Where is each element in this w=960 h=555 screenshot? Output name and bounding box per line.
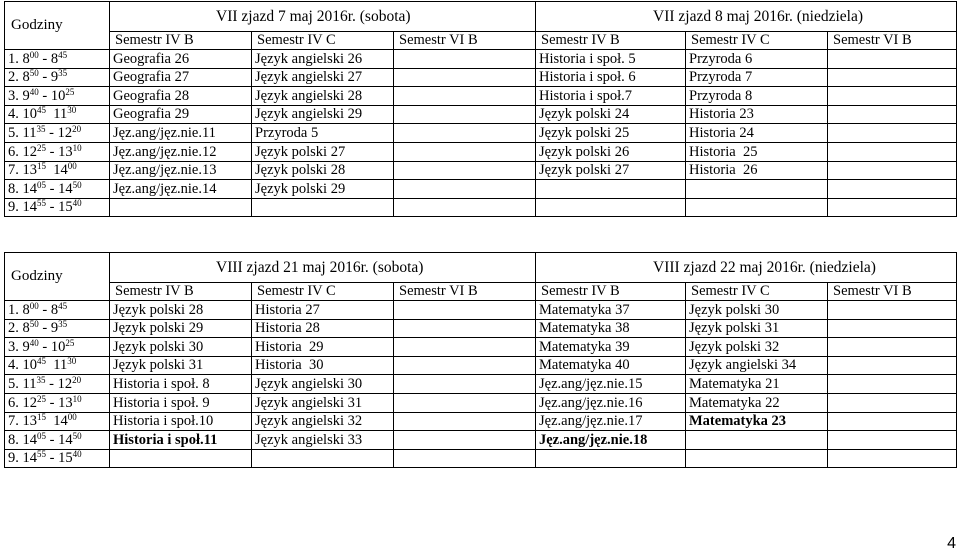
class-cell: Język polski 27	[252, 142, 394, 161]
class-cell	[536, 198, 686, 217]
class-cell	[828, 87, 957, 106]
end-hour: 9	[50, 69, 59, 86]
class-cell: Jęz.ang/jęz.nie.17	[536, 412, 686, 431]
class-cell	[394, 68, 536, 87]
table-row	[5, 449, 957, 468]
start-hour: 12	[22, 394, 37, 411]
start-minutes: 50	[29, 68, 39, 79]
class-cell: Matematyka 23	[686, 412, 828, 431]
class-cell: Język polski 31	[110, 356, 252, 375]
time-cell	[5, 449, 110, 468]
class-cell: Język angielski 34	[686, 356, 828, 375]
semester-header: Semestr IV C	[252, 32, 394, 50]
class-cell: Matematyka 22	[686, 393, 828, 412]
semester-header: Semestr VI B	[828, 283, 957, 301]
end-minutes: 20	[72, 374, 82, 385]
class-cell	[394, 319, 536, 338]
class-cell: Język angielski 28	[252, 87, 394, 106]
class-cell: Język polski 28	[252, 161, 394, 180]
start-hour: 11	[22, 124, 37, 141]
end-minutes: 45	[58, 49, 68, 60]
end-minutes: 35	[58, 319, 68, 330]
end-hour: 10	[50, 338, 66, 355]
row-number: 8.	[8, 180, 19, 197]
class-cell	[686, 198, 828, 217]
start-hour: 14	[22, 450, 37, 467]
class-cell: Przyroda 7	[686, 68, 828, 87]
class-cell: Język polski 30	[686, 301, 828, 320]
table-row	[5, 375, 957, 394]
semester-header: Semestr VI B	[394, 283, 536, 301]
end-hour: 14	[58, 180, 73, 197]
end-hour: 12	[57, 124, 73, 141]
class-cell: Matematyka 39	[536, 338, 686, 357]
class-cell	[828, 68, 957, 87]
semester-header: Semestr IV C	[686, 32, 828, 50]
class-cell	[394, 105, 536, 124]
class-cell: Historia 24	[686, 124, 828, 143]
end-minutes: 50	[72, 430, 82, 441]
end-hour: 15	[58, 450, 73, 467]
table-row	[5, 338, 957, 357]
time-separator: -	[46, 180, 59, 197]
class-cell	[536, 180, 686, 199]
end-hour: 9	[50, 320, 59, 337]
class-cell	[394, 431, 536, 450]
class-cell	[394, 87, 536, 106]
class-cell	[828, 356, 957, 375]
end-hour: 13	[58, 143, 73, 160]
row-number: 7.	[8, 413, 19, 430]
time-separator: -	[46, 394, 59, 411]
class-cell	[686, 431, 828, 450]
end-hour: 12	[57, 375, 73, 392]
class-cell	[394, 161, 536, 180]
class-cell	[686, 180, 828, 199]
row-number: 6.	[8, 394, 19, 411]
time-cell	[5, 431, 110, 450]
class-cell	[110, 449, 252, 468]
class-cell	[394, 356, 536, 375]
class-cell	[828, 142, 957, 161]
start-hour: 9	[22, 87, 30, 104]
semester-header: Semestr IV B	[536, 283, 686, 301]
class-cell	[536, 449, 686, 468]
class-cell: Język polski 30	[110, 338, 252, 357]
class-cell: Geografia 26	[110, 50, 252, 69]
table-row	[5, 180, 957, 199]
day2-header: VIII zjazd 22 maj 2016r. (niedziela)	[536, 253, 957, 283]
time-separator: -	[38, 50, 51, 67]
start-minutes: 25	[37, 142, 46, 153]
end-minutes: 00	[67, 161, 77, 172]
class-cell	[828, 124, 957, 143]
start-hour: 12	[22, 143, 37, 160]
class-cell	[828, 375, 957, 394]
start-hour: 13	[22, 162, 37, 179]
start-minutes: 05	[37, 179, 46, 190]
class-cell	[252, 198, 394, 217]
class-cell: Historia 27	[252, 301, 394, 320]
start-minutes: 35	[36, 123, 46, 134]
class-cell	[394, 338, 536, 357]
class-cell	[828, 449, 957, 468]
class-cell: Historia i społ.10	[110, 412, 252, 431]
row-number: 5.	[8, 124, 19, 141]
end-minutes: 35	[58, 68, 68, 79]
start-minutes: 50	[29, 319, 39, 330]
class-cell	[828, 319, 957, 338]
end-hour: 10	[50, 87, 66, 104]
class-cell	[828, 105, 957, 124]
header-semesters-row	[5, 32, 957, 50]
time-separator: -	[45, 375, 58, 392]
start-hour: 14	[22, 431, 37, 448]
row-number: 2.	[8, 69, 19, 86]
time-separator: -	[38, 87, 51, 104]
time-separator: -	[45, 124, 58, 141]
table-row	[5, 431, 957, 450]
time-cell	[5, 356, 110, 375]
start-minutes: 40	[29, 86, 39, 97]
start-minutes: 00	[29, 49, 39, 60]
class-cell	[828, 338, 957, 357]
class-cell: Historia i społ. 5	[536, 50, 686, 69]
header-days-row	[5, 253, 957, 283]
time-cell	[5, 161, 110, 180]
class-cell: Historia i społ. 8	[110, 375, 252, 394]
class-cell: Jęz.ang/jęz.nie.15	[536, 375, 686, 394]
table-row	[5, 68, 957, 87]
start-hour: 8	[22, 69, 30, 86]
row-number: 4.	[8, 357, 19, 374]
table-row	[5, 356, 957, 375]
semester-header: Semestr IV B	[536, 32, 686, 50]
day2-header: VII zjazd 8 maj 2016r. (niedziela)	[536, 2, 957, 32]
end-hour: 14	[53, 162, 68, 179]
time-cell	[5, 68, 110, 87]
row-number: 4.	[8, 106, 19, 123]
class-cell: Geografia 29	[110, 105, 252, 124]
class-cell	[828, 50, 957, 69]
class-cell: Jęz.ang/jęz.nie.14	[110, 180, 252, 199]
table-row	[5, 161, 957, 180]
day1-header: VIII zjazd 21 maj 2016r. (sobota)	[110, 253, 536, 283]
class-cell: Historia 25	[686, 142, 828, 161]
start-hour: 8	[22, 320, 30, 337]
header-days-row	[5, 2, 957, 32]
time-cell	[5, 180, 110, 199]
row-number: 6.	[8, 143, 19, 160]
end-minutes: 30	[67, 105, 77, 116]
class-cell	[394, 375, 536, 394]
start-hour: 8	[22, 50, 30, 67]
row-number: 5.	[8, 375, 19, 392]
row-number: 8.	[8, 431, 19, 448]
end-hour: 14	[53, 413, 68, 430]
end-minutes: 10	[72, 142, 82, 153]
row-number: 9.	[8, 450, 19, 467]
class-cell	[828, 198, 957, 217]
start-minutes: 00	[29, 300, 39, 311]
start-hour: 10	[22, 106, 37, 123]
table-row	[5, 301, 957, 320]
start-hour: 8	[22, 301, 30, 318]
start-minutes: 15	[37, 161, 46, 172]
class-cell	[394, 198, 536, 217]
class-cell: Historia i społ.7	[536, 87, 686, 106]
start-minutes: 25	[37, 393, 46, 404]
end-hour: 11	[53, 106, 68, 123]
end-minutes: 00	[67, 412, 77, 423]
class-cell	[394, 180, 536, 199]
time-separator: -	[38, 301, 51, 318]
header-semesters-row	[5, 283, 957, 301]
class-cell: Język polski 28	[110, 301, 252, 320]
time-cell	[5, 375, 110, 394]
time-separator: -	[38, 320, 51, 337]
start-minutes: 55	[37, 198, 46, 209]
schedule-table-2	[4, 252, 957, 468]
class-cell: Jęz.ang/jęz.nie.18	[536, 431, 686, 450]
row-number: 9.	[8, 199, 19, 216]
class-cell	[394, 142, 536, 161]
class-cell	[110, 198, 252, 217]
class-cell	[394, 449, 536, 468]
end-minutes: 30	[67, 356, 77, 367]
class-cell: Język polski 26	[536, 142, 686, 161]
end-hour: 8	[50, 50, 59, 67]
row-number: 1.	[8, 50, 19, 67]
class-cell: Język polski 24	[536, 105, 686, 124]
time-cell	[5, 124, 110, 143]
class-cell: Historia i społ.11	[110, 431, 252, 450]
row-number: 3.	[8, 338, 19, 355]
class-cell: Historia i społ. 6	[536, 68, 686, 87]
class-cell: Język angielski 33	[252, 431, 394, 450]
class-cell: Język angielski 29	[252, 105, 394, 124]
table-row	[5, 142, 957, 161]
time-cell	[5, 412, 110, 431]
start-minutes: 35	[36, 374, 46, 385]
class-cell: Jęz.ang/jęz.nie.13	[110, 161, 252, 180]
semester-header: Semestr IV B	[110, 283, 252, 301]
class-cell: Matematyka 21	[686, 375, 828, 394]
start-hour: 10	[22, 357, 37, 374]
class-cell: Matematyka 40	[536, 356, 686, 375]
time-separator: -	[46, 143, 59, 160]
row-number: 2.	[8, 320, 19, 337]
class-cell: Jęz.ang/jęz.nie.12	[110, 142, 252, 161]
start-minutes: 55	[37, 449, 46, 460]
class-cell: Geografia 28	[110, 87, 252, 106]
start-hour: 14	[22, 199, 37, 216]
class-cell: Język polski 32	[686, 338, 828, 357]
end-minutes: 40	[72, 198, 82, 209]
table-row	[5, 105, 957, 124]
class-cell: Język polski 29	[110, 319, 252, 338]
class-cell	[828, 412, 957, 431]
time-separator: -	[46, 450, 59, 467]
start-minutes: 45	[37, 105, 46, 116]
table-row	[5, 198, 957, 217]
end-minutes: 45	[58, 300, 68, 311]
semester-header: Semestr IV C	[252, 283, 394, 301]
class-cell	[828, 393, 957, 412]
start-minutes: 40	[29, 337, 39, 348]
time-separator: -	[46, 431, 59, 448]
hours-header: Godziny	[5, 2, 110, 50]
start-minutes: 15	[37, 412, 46, 423]
row-number: 7.	[8, 162, 19, 179]
end-minutes: 40	[72, 449, 82, 460]
page-number: 4	[947, 535, 956, 552]
time-cell	[5, 198, 110, 217]
class-cell: Przyroda 6	[686, 50, 828, 69]
class-cell: Język polski 31	[686, 319, 828, 338]
start-hour: 9	[22, 338, 30, 355]
class-cell: Historia 26	[686, 161, 828, 180]
class-cell: Język angielski 31	[252, 393, 394, 412]
time-separator: -	[38, 338, 51, 355]
start-hour: 13	[22, 413, 37, 430]
class-cell: Geografia 27	[110, 68, 252, 87]
class-cell: Język angielski 27	[252, 68, 394, 87]
time-cell	[5, 319, 110, 338]
time-cell	[5, 105, 110, 124]
semester-header: Semestr IV C	[686, 283, 828, 301]
class-cell	[394, 301, 536, 320]
table-row	[5, 412, 957, 431]
class-cell: Historia 23	[686, 105, 828, 124]
end-hour: 13	[58, 394, 73, 411]
end-minutes: 25	[65, 86, 75, 97]
class-cell: Język polski 29	[252, 180, 394, 199]
end-hour: 14	[58, 431, 73, 448]
class-cell: Język polski 27	[536, 161, 686, 180]
time-cell	[5, 393, 110, 412]
class-cell: Historia 30	[252, 356, 394, 375]
end-hour: 8	[50, 301, 59, 318]
class-cell: Przyroda 8	[686, 87, 828, 106]
time-separator: -	[46, 199, 59, 216]
class-cell	[394, 412, 536, 431]
start-hour: 14	[22, 180, 37, 197]
class-cell: Przyroda 5	[252, 124, 394, 143]
start-hour: 11	[22, 375, 37, 392]
class-cell: Matematyka 38	[536, 319, 686, 338]
class-cell: Historia i społ. 9	[110, 393, 252, 412]
class-cell: Język angielski 30	[252, 375, 394, 394]
class-cell: Jęz.ang/jęz.nie.16	[536, 393, 686, 412]
table-row	[5, 393, 957, 412]
table-row	[5, 87, 957, 106]
schedule-table-1	[4, 1, 957, 217]
class-cell	[828, 180, 957, 199]
class-cell	[686, 449, 828, 468]
start-minutes: 45	[37, 356, 46, 367]
semester-header: Semestr VI B	[828, 32, 957, 50]
class-cell: Matematyka 37	[536, 301, 686, 320]
class-cell: Język angielski 26	[252, 50, 394, 69]
table-row	[5, 50, 957, 69]
class-cell: Język polski 25	[536, 124, 686, 143]
start-minutes: 05	[37, 430, 46, 441]
day1-header: VII zjazd 7 maj 2016r. (sobota)	[110, 2, 536, 32]
end-minutes: 25	[65, 337, 75, 348]
class-cell: Jęz.ang/jęz.nie.11	[110, 124, 252, 143]
end-hour: 15	[58, 199, 73, 216]
time-separator: -	[38, 69, 51, 86]
row-number: 3.	[8, 87, 19, 104]
class-cell	[252, 449, 394, 468]
class-cell	[394, 124, 536, 143]
class-cell	[828, 431, 957, 450]
end-minutes: 10	[72, 393, 82, 404]
class-cell: Historia 29	[252, 338, 394, 357]
time-cell	[5, 301, 110, 320]
class-cell	[394, 50, 536, 69]
table-row	[5, 124, 957, 143]
time-cell	[5, 50, 110, 69]
time-cell	[5, 338, 110, 357]
class-cell	[828, 301, 957, 320]
time-cell	[5, 87, 110, 106]
end-minutes: 20	[72, 123, 82, 134]
time-cell	[5, 142, 110, 161]
table-row	[5, 319, 957, 338]
class-cell: Język angielski 32	[252, 412, 394, 431]
class-cell	[828, 161, 957, 180]
end-minutes: 50	[72, 179, 82, 190]
class-cell: Historia 28	[252, 319, 394, 338]
semester-header: Semestr IV B	[110, 32, 252, 50]
hours-header: Godziny	[5, 253, 110, 301]
end-hour: 11	[53, 357, 68, 374]
row-number: 1.	[8, 301, 19, 318]
class-cell	[394, 393, 536, 412]
semester-header: Semestr VI B	[394, 32, 536, 50]
